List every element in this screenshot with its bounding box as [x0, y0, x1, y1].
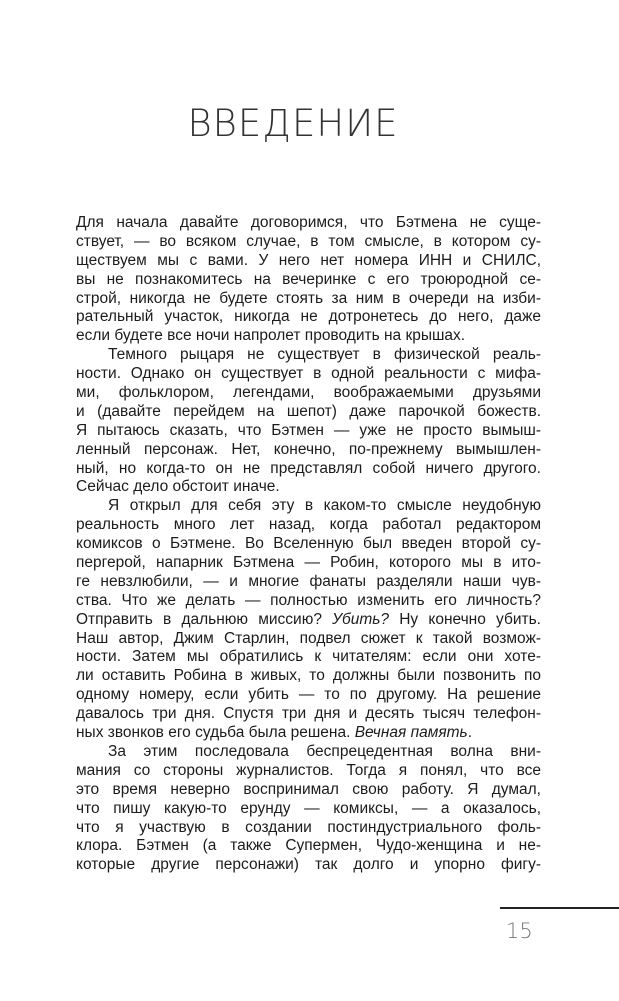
text-line: [76, 308, 541, 327]
text-line: [76, 441, 541, 460]
text-line: [76, 648, 541, 667]
text-segment: ства. Что же делать — полностью изменить его личность?: [76, 591, 541, 609]
text-segment: ли оставить Робина в живых, то должны были позвонить по: [76, 667, 541, 685]
text-segment: что я участвую в создании постиндустриального фоль-: [76, 818, 541, 836]
text-segment: ленный персонаж. Нет, конечно, по-прежнему вымышлен-: [76, 440, 541, 458]
text-segment: одному номеру, если убить — то по другому. На решение: [76, 686, 541, 704]
text-segment: и (давайте перейдем на шепот) даже парочкой божеств.: [76, 402, 541, 420]
text-line: [76, 497, 541, 516]
text-line: [76, 573, 541, 592]
body-text: [76, 214, 541, 875]
text-line: [76, 667, 541, 686]
text-line: [76, 460, 541, 479]
text-line: [76, 856, 541, 875]
text-line: [76, 611, 541, 630]
text-line: [76, 290, 541, 309]
text-segment: пергерой, напарник Бэтмена — Робин, которого мы в ито-: [76, 554, 541, 572]
page-number: 15: [506, 919, 533, 943]
text-segment: Сейчас дело обстоит иначе.: [76, 478, 280, 496]
text-line: [76, 781, 541, 800]
text-line: [76, 800, 541, 819]
text-line: [76, 837, 541, 856]
text-line: [76, 819, 541, 838]
text-segment: ге невзлюбили, — и многие фанаты разделяли наши чув-: [76, 572, 541, 590]
text-line: [76, 592, 541, 611]
footer-rule: [500, 907, 619, 909]
text-segment: Для начала давайте договоримся, что Бэтмена не суще-: [76, 214, 541, 231]
text-segment: вы не познакомитесь на вечеринке с его троюродной се-: [76, 270, 541, 288]
text-line: [76, 233, 541, 252]
italic-text: Убить?: [332, 610, 390, 628]
text-segment: реальность много лет назад, когда работал редактором: [76, 516, 541, 534]
text-line: [76, 705, 541, 724]
text-segment: давалось три дня. Спустя три дня и десять тысяч телефон-: [76, 705, 541, 723]
text-segment: комиксов о Бэтмене. Во Вселенную был введен второй су-: [76, 535, 541, 553]
text-segment: Отправить в дальнюю миссию?: [76, 610, 333, 628]
text-segment: Темного рыцаря не существует в физической реаль-: [108, 346, 541, 364]
text-line: [76, 384, 541, 403]
text-segment: мания со стороны журналистов. Тогда я понял, что все: [76, 761, 541, 779]
text-line: [76, 403, 541, 422]
text-segment: рательный участок, никогда не дотронетесь до него, даже: [76, 308, 541, 326]
text-segment: Наш автор, Джим Старлин, подвел сюжет к такой возмож-: [76, 629, 541, 647]
text-line: [76, 271, 541, 290]
text-line: [76, 327, 541, 346]
text-line: [76, 365, 541, 384]
paragraph: [76, 743, 541, 875]
text-line: [76, 535, 541, 554]
text-segment: ствует, — во всяком случае, в том смысле, в котором су-: [76, 232, 541, 250]
paragraph: [76, 497, 541, 743]
text-segment: ности. Однако он существует в одной реальности с мифа-: [76, 365, 541, 383]
text-segment: клора. Бэтмен (а также Супермен, Чудо-женщина и не-: [76, 837, 541, 855]
chapter-title: ВВЕДЕНИЕ: [187, 102, 399, 145]
text-segment: если будете все ночи напролет проводить на крышах.: [76, 327, 466, 345]
text-line: [76, 554, 541, 573]
text-line: [76, 724, 541, 743]
text-segment: Я открыл для себя эту в каком-то смысле неудобную: [108, 497, 541, 515]
text-line: [76, 214, 541, 233]
text-segment: ми, фольклором, легендами, воображаемыми друзьями: [76, 384, 541, 402]
text-segment: ществуем мы с вами. У него нет номера ИНН и СНИЛС,: [76, 251, 541, 269]
text-segment: ных звонков его судьба была решена.: [76, 724, 355, 742]
text-segment: Ну конечно убить.: [389, 610, 541, 628]
paragraph: [76, 346, 541, 497]
text-line: [76, 762, 541, 781]
text-line: [76, 686, 541, 705]
text-segment: которые другие персонажи) так долго и упорно фигу-: [76, 856, 541, 874]
text-segment: За этим последовала беспрецедентная волна вни-: [108, 742, 541, 760]
text-line: [76, 478, 541, 497]
text-segment: ный, но когда-то он не представлял собой ничего другого.: [76, 459, 541, 477]
paragraph: [76, 214, 541, 346]
text-segment: что пишу какую-то ерунду — комиксы, — а оказалось,: [76, 799, 541, 817]
text-line: [76, 422, 541, 441]
text-segment: это время неверно воспринимал свою работу. Я думал,: [76, 780, 541, 798]
text-line: [76, 516, 541, 535]
text-segment: строй, никогда не будете стоять за ним в очереди на изби-: [76, 289, 541, 307]
text-segment: ности. Затем мы обратились к читателям: если они хоте-: [76, 648, 541, 666]
text-segment: .: [467, 724, 472, 742]
text-line: [76, 743, 541, 762]
text-line: [76, 346, 541, 365]
text-line: [76, 252, 541, 271]
text-segment: Я пытаюсь сказать, что Бэтмен — уже не просто вымыш-: [76, 421, 541, 439]
text-line: [76, 630, 541, 649]
italic-text: Вечная память: [354, 724, 468, 742]
